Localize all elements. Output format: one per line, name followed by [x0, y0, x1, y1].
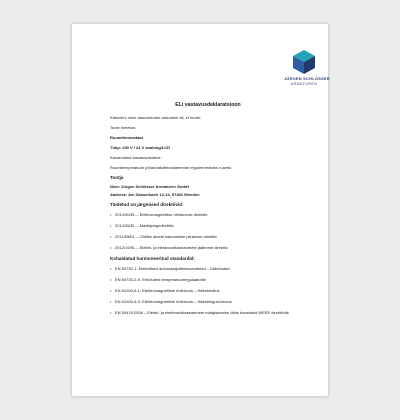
product-name: Ruumitermostaat: [110, 134, 143, 140]
maker-heading: Tootja: [110, 174, 124, 180]
brand-subtitle: ARMATUREN: [290, 82, 318, 86]
company-logo: [284, 50, 330, 86]
maker-name: Nimi: Jürgen Schlösser Armaturen GmbH: [110, 184, 189, 190]
document-title: ELi vastavusdeklaratsioon: [175, 102, 241, 108]
directives-heading: Täidetud on järgmised direktiivid:: [110, 202, 184, 208]
brand-name: JÜRGEN SCHLÖSSER: [284, 76, 330, 81]
list-item: • 2014/35/EL – Madalpingedirektiiv: [110, 223, 306, 228]
list-item: • 2012/19/EL – Elektri- ja elektroonikaseadmete jäätmete direktiiv: [110, 245, 306, 250]
standards-heading: Kohaldatud harmoneeritud standardid:: [110, 255, 195, 261]
list-item: • 2014/30/EL – Elektromagnetilise ühilduvuse direktiiv: [110, 212, 306, 217]
list-item: • EN 61000-6-3: Elektromagnetiline ühilduvus – Häirekiirgus/ohutus: [110, 299, 306, 304]
list-item: • EN 60730-2-9: Erinõuded temperatuuriregulaatorile: [110, 277, 306, 282]
cube-logo-icon: [293, 50, 315, 74]
declaration-body: [110, 102, 306, 321]
standards-list: [110, 266, 306, 315]
product-label: Toote nimetus:: [110, 124, 137, 130]
list-item: • EN 50419:2006 – Elektri- ja elektroonikaseadmete märgistamine tähis koostatud WEEE direktiivile: [110, 310, 306, 315]
usage-text: Ruumitemperatuuri põrandaküttesüsteemide reguleerimiseks ruumis: [110, 164, 232, 170]
intro-text: Käesolev ohne ainuvastutus vastutuse all, et toode:: [110, 114, 202, 120]
list-item: • EN 61000-6-1: Elektromagnetiline ühilduvus – Häirekindlus: [110, 288, 306, 293]
maker-address: Aadress: Am Dasserbach 12-14, 57482 Wenden: [110, 192, 200, 198]
usage-label: Kavandatud kasutusotstarve:: [110, 154, 162, 160]
product-type: Tüüp: 230 V / 24 V analoog/LCD: [110, 144, 171, 150]
list-item: • EN 60730-1: Elektrilised automaatjuhtimisseadmed – Üldnõuded: [110, 266, 306, 271]
list-item: • 2011/65/EL – Ohtlike ainete kasutamise piiramise direktiiv: [110, 234, 306, 239]
document-page: [72, 24, 328, 396]
directives-list: [110, 212, 306, 250]
